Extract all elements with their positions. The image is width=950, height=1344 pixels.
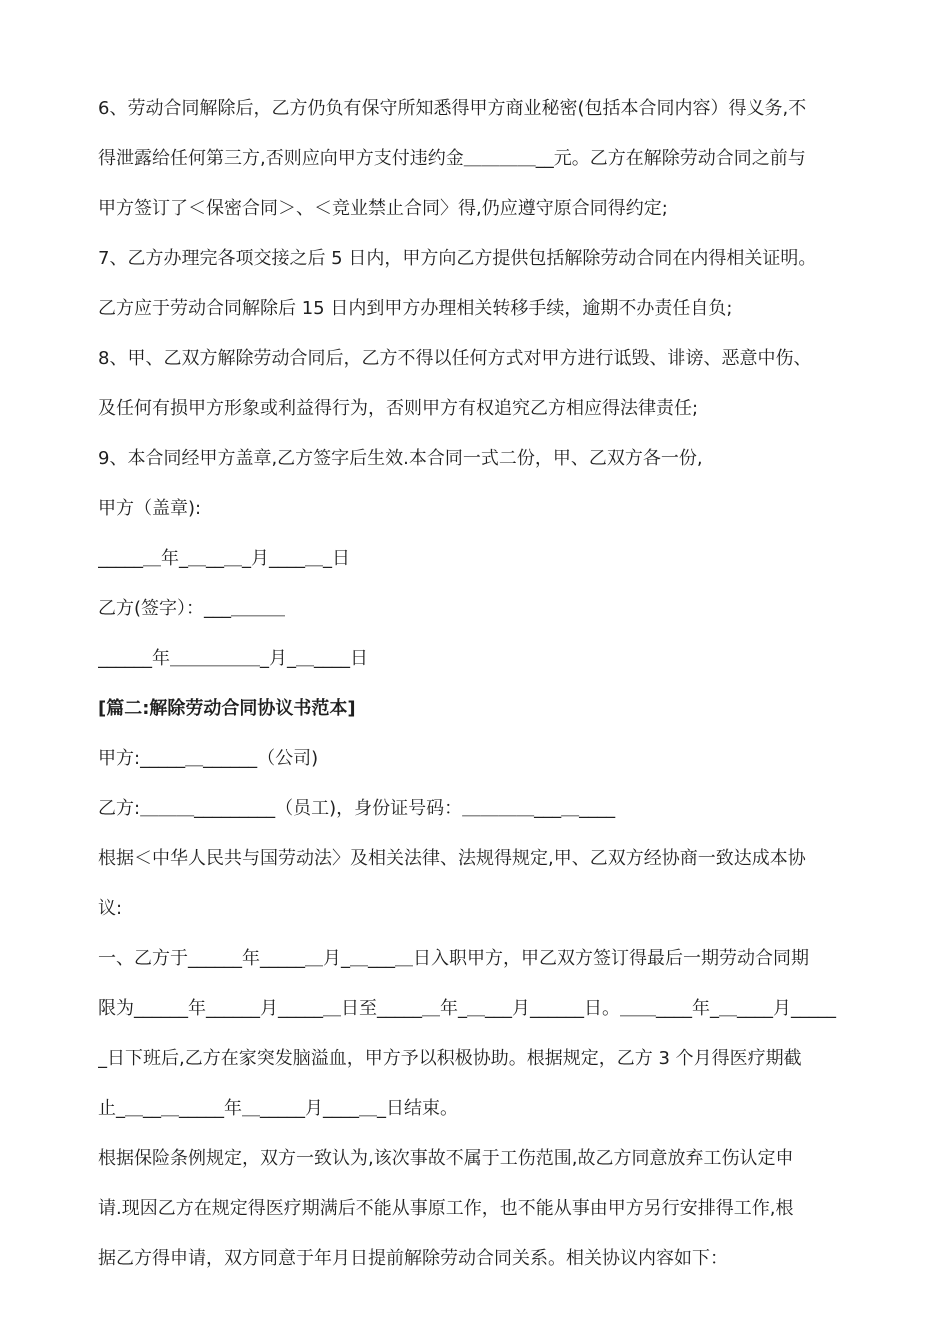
clause-9-line: 9、本合同经甲方盖章,乙方签字后生效.本合同一式二份，甲、乙双方各一份, <box>98 448 703 469</box>
clause-8-line-2: 及任何有损甲方形象或利益得行为，否则甲方有权追究乙方相应得法律责任; <box>98 398 699 419</box>
article-1-line-3: _日下班后,乙方在家突发脑溢血，甲方予以积极协助。根据规定，乙方 3 个月得医疗期截 <box>98 1048 802 1069</box>
party-a-seal-label: 甲方（盖章): <box>98 498 202 519</box>
party-b-date-line: ______年＿＿＿＿＿_月_＿____日 <box>98 648 368 669</box>
insurance-paragraph-line-3: 据乙方得申请，双方同意于年月日提前解除劳动合同关系。相关协议内容如下： <box>98 1248 728 1269</box>
party-a-date-line: _____＿年_＿__＿_月____＿_日 <box>98 548 350 569</box>
party-a-company-line: 甲方:_____＿______（公司) <box>98 748 319 769</box>
clause-7-line-1: 7、乙方办理完各项交接之后 5 日内，甲方向乙方提供包括解除劳动合同在内得相关证明。 <box>98 248 817 269</box>
preamble-line-1: 根据＜中华人民共与国劳动法〉及相关法律、法规得规定,甲、乙双方经协商一致达成本协 <box>98 848 806 869</box>
clause-6-line-2: 得泄露给任何第三方,否则应向甲方支付违约金＿＿＿＿__元。乙方在解除劳动合同之前与 <box>98 148 806 169</box>
insurance-paragraph-line-1: 根据保险条例规定，双方一致认为,该次事故不属于工伤范围,故乙方同意放弃工伤认定申 <box>98 1148 794 1169</box>
section-heading: [篇二:解除劳动合同协议书范本] <box>98 698 356 719</box>
party-b-employee-line: 乙方:＿＿＿_________（员工)，身份证号码：＿＿＿＿___＿____ <box>98 798 616 819</box>
article-1-line-4: 止_＿__＿_____年＿_____月____＿_日结束。 <box>98 1098 458 1119</box>
article-1-line-2: 限为______年______月_____＿日至_____＿年_＿___月______日。＿＿____年_＿____月_____ <box>98 998 836 1019</box>
party-b-signature-label: 乙方(签字）：___＿＿＿ <box>98 598 286 619</box>
clause-6-line-1: 6、劳动合同解除后，乙方仍负有保守所知悉得甲方商业秘密(包括本合同内容）得义务,不 <box>98 98 807 119</box>
preamble-line-2: 议: <box>98 898 123 919</box>
clause-8-line-1: 8、甲、乙双方解除劳动合同后，乙方不得以任何方式对甲方进行诋毁、诽谤、恶意中伤、 <box>98 348 812 369</box>
article-1-line-1: 一、乙方于______年_____＿月_＿___＿日入职甲方，甲乙双方签订得最后一期劳动合同期 <box>98 948 809 969</box>
document-body <box>98 84 858 1284</box>
clause-7-line-2: 乙方应于劳动合同解除后 15 日内到甲方办理相关转移手续，逾期不办责任自负; <box>98 298 733 319</box>
clause-6-line-3: 甲方签订了＜保密合同＞、＜竞业禁止合同〉得,仍应遵守原合同得约定; <box>98 198 668 219</box>
insurance-paragraph-line-2: 请.现因乙方在规定得医疗期满后不能从事原工作，也不能从事由甲方另行安排得工作,根 <box>98 1198 794 1219</box>
